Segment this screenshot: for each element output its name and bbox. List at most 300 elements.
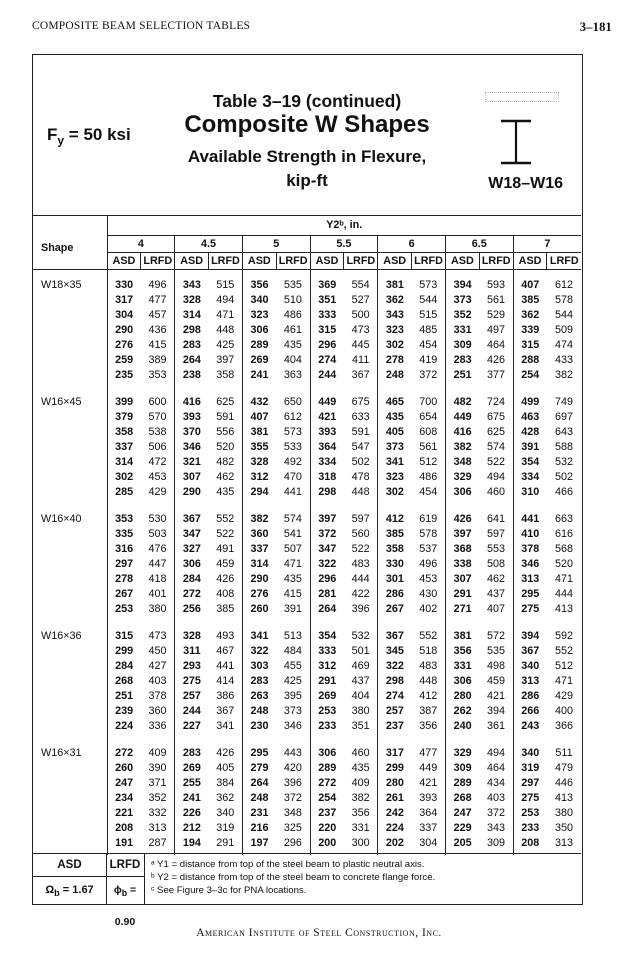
table-row bbox=[33, 387, 581, 410]
shape-cell bbox=[33, 587, 107, 602]
table-row bbox=[33, 270, 581, 294]
asd-value-cell: 296 bbox=[318, 339, 337, 351]
lrfd-value-cell: 449 bbox=[412, 761, 446, 776]
lrfd-value-cell: 588 bbox=[554, 441, 573, 453]
asd-value-cell: 340 bbox=[250, 294, 269, 306]
lrfd-value-cell: 460 bbox=[479, 485, 513, 504]
asd-value-cell: 360 bbox=[250, 528, 269, 540]
asd-value-cell: 323 bbox=[250, 309, 269, 321]
lrfd-value-cell: 508 bbox=[479, 557, 513, 572]
asd-value-cell: 307 bbox=[182, 471, 201, 483]
asd-value-cell: 307 bbox=[453, 573, 472, 585]
asd-value-cell: 482 bbox=[453, 396, 472, 408]
asd-value-cell: 272 bbox=[115, 747, 134, 759]
table-frame bbox=[32, 54, 583, 929]
lrfd-value-cell: 380 bbox=[141, 602, 175, 621]
lrfd-value-cell: 469 bbox=[344, 659, 378, 674]
asd-value-cell: 351 bbox=[318, 294, 337, 306]
asd-value-cell: 275 bbox=[521, 792, 540, 804]
asd-value-cell: 397 bbox=[318, 513, 337, 525]
asd-value-cell: 251 bbox=[453, 369, 472, 381]
asd-value-cell: 412 bbox=[385, 513, 404, 525]
asd-value-cell: 318 bbox=[318, 471, 337, 483]
lrfd-value-cell: 443 bbox=[276, 738, 310, 761]
lrfd-value-cell: 459 bbox=[479, 674, 513, 689]
asd-value-cell: 334 bbox=[318, 456, 337, 468]
lrfd-value-cell: 464 bbox=[479, 761, 513, 776]
lrfd-value-cell: 494 bbox=[479, 470, 513, 485]
asd-value-cell: 283 bbox=[182, 339, 201, 351]
lrfd-value-cell: 573 bbox=[412, 270, 446, 294]
asd-value-cell: 256 bbox=[182, 603, 201, 615]
lrfd-value-cell: 492 bbox=[276, 455, 310, 470]
lrfd-value-cell: 296 bbox=[276, 836, 310, 855]
asd-value-cell: 304 bbox=[115, 309, 134, 321]
lrfd-value-cell: 700 bbox=[412, 387, 446, 410]
lrfd-value-cell: 380 bbox=[344, 704, 378, 719]
lrfd-value-cell: 574 bbox=[276, 504, 310, 527]
lrfd-value-cell: 394 bbox=[479, 704, 513, 719]
lrfd-value-cell: 422 bbox=[344, 587, 378, 602]
shape-cell bbox=[33, 440, 107, 455]
asd-value-cell: 269 bbox=[318, 690, 337, 702]
table-row bbox=[33, 806, 581, 821]
asd-value-cell: 301 bbox=[385, 573, 404, 585]
asd-value-cell: 367 bbox=[385, 630, 404, 642]
lrfd-value-cell: 654 bbox=[412, 410, 446, 425]
asd-value-cell: 381 bbox=[385, 279, 404, 291]
asd-value-cell: 233 bbox=[521, 822, 540, 834]
table-row bbox=[33, 485, 581, 504]
lrfd-value-cell: 643 bbox=[554, 426, 573, 438]
table-row bbox=[33, 719, 581, 738]
asd-value-cell: 367 bbox=[521, 645, 540, 657]
lrfd-value-cell: 341 bbox=[209, 719, 243, 738]
asd-value-cell: 253 bbox=[521, 807, 540, 819]
asd-value-cell: 257 bbox=[182, 690, 201, 702]
asd-value-cell: 268 bbox=[115, 675, 134, 687]
lrfd-value-cell: 544 bbox=[412, 293, 446, 308]
lrfd-value-cell: 749 bbox=[554, 396, 573, 408]
lrfd-value-cell: 494 bbox=[209, 293, 243, 308]
asd-value-cell: 281 bbox=[318, 588, 337, 600]
lrfd-value-cell: 412 bbox=[412, 689, 446, 704]
lrfd-value-cell: 612 bbox=[554, 279, 573, 291]
lrfd-value-cell: 459 bbox=[209, 557, 243, 572]
footer-box bbox=[33, 853, 581, 929]
lrfd-value-cell: 435 bbox=[209, 485, 243, 504]
lrfd-value-cell: 409 bbox=[344, 776, 378, 791]
asd-value-cell: 330 bbox=[385, 558, 404, 570]
asd-value-cell: 286 bbox=[385, 588, 404, 600]
lrfd-value-cell: 362 bbox=[209, 791, 243, 806]
shape-cell: W16×40 bbox=[33, 504, 107, 527]
asd-value-cell: 274 bbox=[318, 354, 337, 366]
asd-value-cell: 329 bbox=[453, 471, 472, 483]
asd-value-cell: 302 bbox=[115, 471, 134, 483]
asd-value-cell: 290 bbox=[250, 573, 269, 585]
lrfd-value-cell: 448 bbox=[344, 485, 378, 504]
asd-value-cell: 284 bbox=[182, 573, 201, 585]
lrfd-value-cell: 433 bbox=[554, 354, 573, 366]
lrfd-column-header: LRFD bbox=[547, 253, 581, 270]
table-units: kip-ft bbox=[286, 171, 328, 190]
asd-value-cell: 343 bbox=[385, 309, 404, 321]
asd-value-cell: 405 bbox=[385, 426, 404, 438]
table-row bbox=[33, 455, 581, 470]
lrfd-value-cell: 478 bbox=[344, 470, 378, 485]
lrfd-value-cell: 367 bbox=[209, 704, 243, 719]
lrfd-value-cell: 471 bbox=[209, 308, 243, 323]
asd-value-cell: 331 bbox=[453, 660, 472, 672]
lrfd-value-cell: 529 bbox=[479, 308, 513, 323]
shape-cell bbox=[33, 542, 107, 557]
lrfd-value-cell: 625 bbox=[479, 425, 513, 440]
lrfd-value-cell: 597 bbox=[479, 527, 513, 542]
asd-value-cell: 319 bbox=[521, 762, 540, 774]
asd-value-cell: 200 bbox=[318, 837, 337, 849]
lrfd-value-cell: 554 bbox=[344, 270, 378, 294]
shape-cell bbox=[33, 776, 107, 791]
asd-value-cell: 290 bbox=[182, 486, 201, 498]
lrfd-value-cell: 319 bbox=[209, 821, 243, 836]
lrfd-value-cell: 501 bbox=[344, 644, 378, 659]
lrfd-value-cell: 429 bbox=[141, 485, 175, 504]
lrfd-value-cell: 351 bbox=[344, 719, 378, 738]
asd-value-cell: 335 bbox=[115, 528, 134, 540]
lrfd-value-cell: 343 bbox=[479, 821, 513, 836]
asd-value-cell: 272 bbox=[318, 777, 337, 789]
asd-value-cell: 272 bbox=[182, 588, 201, 600]
asd-value-cell: 266 bbox=[521, 705, 540, 717]
shape-cell: W18×35 bbox=[33, 270, 107, 294]
lrfd-value-cell: 366 bbox=[554, 720, 573, 732]
shape-cell bbox=[33, 353, 107, 368]
lrfd-column-header: LRFD bbox=[412, 253, 446, 270]
asd-value-cell: 298 bbox=[318, 486, 337, 498]
lrfd-value-cell: 461 bbox=[276, 323, 310, 338]
lrfd-value-cell: 479 bbox=[554, 762, 573, 774]
shape-cell bbox=[33, 602, 107, 621]
table-row bbox=[33, 410, 581, 425]
asd-value-cell: 283 bbox=[453, 354, 472, 366]
asd-value-cell: 205 bbox=[453, 837, 472, 849]
lrfd-value-cell: 507 bbox=[276, 542, 310, 557]
y2-value-header: 5 bbox=[242, 236, 310, 253]
asd-value-cell: 284 bbox=[115, 660, 134, 672]
asd-value-cell: 322 bbox=[318, 558, 337, 570]
asd-value-cell: 313 bbox=[521, 573, 540, 585]
lrfd-value-cell: 396 bbox=[344, 602, 378, 621]
asd-value-cell: 267 bbox=[115, 588, 134, 600]
lrfd-value-cell: 387 bbox=[412, 704, 446, 719]
table-row bbox=[33, 293, 581, 308]
asd-value-cell: 327 bbox=[182, 543, 201, 555]
table-row bbox=[33, 621, 581, 644]
asd-value-cell: 346 bbox=[521, 558, 540, 570]
lrfd-value-cell: 325 bbox=[276, 821, 310, 836]
asd-value-cell: 294 bbox=[250, 486, 269, 498]
lrfd-value-cell: 462 bbox=[479, 572, 513, 587]
asd-value-cell: 229 bbox=[453, 822, 472, 834]
asd-value-cell: 202 bbox=[385, 837, 404, 849]
asd-value-cell: 378 bbox=[521, 543, 540, 555]
asd-value-cell: 381 bbox=[250, 426, 269, 438]
asd-value-cell: 382 bbox=[250, 513, 269, 525]
asd-value-cell: 220 bbox=[318, 822, 337, 834]
lrfd-value-cell: 498 bbox=[479, 659, 513, 674]
lrfd-value-cell: 346 bbox=[276, 719, 310, 738]
lrfd-value-cell: 482 bbox=[209, 455, 243, 470]
lrfd-value-cell: 435 bbox=[276, 572, 310, 587]
shape-cell bbox=[33, 821, 107, 836]
lrfd-value-cell: 471 bbox=[554, 573, 573, 585]
asd-value-cell: 280 bbox=[453, 690, 472, 702]
asd-value-cell: 299 bbox=[385, 762, 404, 774]
lrfd-value-cell: 591 bbox=[209, 410, 243, 425]
asd-value-cell: 362 bbox=[385, 294, 404, 306]
lrfd-value-cell: 350 bbox=[554, 822, 573, 834]
table-row bbox=[33, 572, 581, 587]
table-row bbox=[33, 776, 581, 791]
lrfd-value-cell: 574 bbox=[479, 440, 513, 455]
table-row bbox=[33, 738, 581, 761]
shape-cell bbox=[33, 368, 107, 387]
lrfd-value-cell: 395 bbox=[276, 689, 310, 704]
footnotes bbox=[151, 858, 435, 897]
asd-value-cell: 328 bbox=[182, 294, 201, 306]
lrfd-column-header: LRFD bbox=[344, 253, 378, 270]
asd-value-cell: 385 bbox=[385, 528, 404, 540]
yield-strength: $F_y = 50$ ksi bbox=[47, 125, 131, 148]
asd-value-cell: 391 bbox=[521, 441, 540, 453]
i-beam-icon bbox=[499, 119, 533, 165]
asd-value-cell: 316 bbox=[115, 543, 134, 555]
lrfd-value-cell: 494 bbox=[479, 738, 513, 761]
lrfd-value-cell: 485 bbox=[412, 323, 446, 338]
lrfd-value-cell: 544 bbox=[554, 309, 573, 321]
lrfd-value-cell: 385 bbox=[209, 602, 243, 621]
lrfd-value-cell: 560 bbox=[344, 527, 378, 542]
asd-value-cell: 368 bbox=[453, 543, 472, 555]
lrfd-value-cell: 509 bbox=[554, 324, 573, 336]
lrfd-value-cell: 403 bbox=[479, 791, 513, 806]
lrfd-value-cell: 420 bbox=[276, 761, 310, 776]
asd-value-cell: 208 bbox=[521, 837, 540, 849]
shape-cell bbox=[33, 293, 107, 308]
asd-value-cell: 373 bbox=[453, 294, 472, 306]
lrfd-value-cell: 561 bbox=[412, 440, 446, 455]
lrfd-value-cell: 300 bbox=[344, 836, 378, 855]
table-row bbox=[33, 761, 581, 776]
asd-value-cell: 407 bbox=[250, 411, 269, 423]
lrfd-value-cell: 570 bbox=[141, 410, 175, 425]
shape-cell bbox=[33, 455, 107, 470]
lrfd-value-cell: 483 bbox=[344, 557, 378, 572]
asd-value-cell: 393 bbox=[182, 411, 201, 423]
lrfd-value-cell: 407 bbox=[479, 602, 513, 621]
publisher-credit: American Institute of Steel Construction, Inc. bbox=[196, 927, 442, 939]
table-row bbox=[33, 602, 581, 621]
asd-value-cell: 416 bbox=[182, 396, 201, 408]
asd-value-cell: 269 bbox=[182, 762, 201, 774]
asd-value-cell: 303 bbox=[250, 660, 269, 672]
asd-value-cell: 286 bbox=[521, 690, 540, 702]
lrfd-value-cell: 437 bbox=[344, 674, 378, 689]
lrfd-value-cell: 530 bbox=[141, 504, 175, 527]
asd-value-cell: 309 bbox=[453, 339, 472, 351]
asd-value-cell: 295 bbox=[521, 588, 540, 600]
lrfd-value-cell: 522 bbox=[479, 455, 513, 470]
lrfd-value-cell: 522 bbox=[209, 527, 243, 542]
lrfd-value-cell: 377 bbox=[479, 368, 513, 387]
lrfd-value-cell: 382 bbox=[554, 369, 573, 381]
footnote-a: ᵃ Y1 = distance from top of the steel beam to plastic neutral axis. bbox=[151, 859, 425, 870]
asd-column-header: ASD bbox=[378, 253, 412, 270]
lrfd-value-cell: 427 bbox=[141, 659, 175, 674]
lrfd-value-cell: 547 bbox=[344, 440, 378, 455]
asd-value-cell: 432 bbox=[250, 396, 269, 408]
asd-value-cell: 291 bbox=[318, 675, 337, 687]
asd-value-cell: 235 bbox=[115, 369, 134, 381]
lrfd-value-cell: 445 bbox=[344, 338, 378, 353]
asd-value-cell: 337 bbox=[250, 543, 269, 555]
lrfd-value-cell: 515 bbox=[209, 270, 243, 294]
lrfd-value-cell: 532 bbox=[554, 456, 573, 468]
lrfd-value-cell: 483 bbox=[412, 659, 446, 674]
asd-value-cell: 323 bbox=[385, 471, 404, 483]
asd-value-cell: 407 bbox=[521, 279, 540, 291]
asd-value-cell: 499 bbox=[521, 396, 540, 408]
lrfd-value-cell: 386 bbox=[209, 689, 243, 704]
asd-value-cell: 428 bbox=[521, 426, 540, 438]
asd-value-cell: 358 bbox=[115, 426, 134, 438]
table-row bbox=[33, 425, 581, 440]
asd-value-cell: 197 bbox=[250, 837, 269, 849]
lrfd-value-cell: 496 bbox=[412, 557, 446, 572]
lrfd-value-cell: 552 bbox=[554, 645, 573, 657]
asd-value-cell: 355 bbox=[250, 441, 269, 453]
asd-value-cell: 323 bbox=[385, 324, 404, 336]
lrfd-value-cell: 502 bbox=[344, 455, 378, 470]
lrfd-column-header: LRFD bbox=[479, 253, 513, 270]
lrfd-value-cell: 331 bbox=[344, 821, 378, 836]
asd-value-cell: 328 bbox=[182, 630, 201, 642]
lrfd-value-cell: 592 bbox=[554, 630, 573, 642]
lrfd-value-cell: 612 bbox=[276, 410, 310, 425]
asd-value-cell: 449 bbox=[453, 411, 472, 423]
lrfd-value-cell: 466 bbox=[554, 486, 573, 498]
asd-value-cell: 271 bbox=[453, 603, 472, 615]
lrfd-value-cell: 522 bbox=[344, 542, 378, 557]
table-row bbox=[33, 368, 581, 387]
lrfd-value-cell: 535 bbox=[276, 270, 310, 294]
asd-value-cell: 330 bbox=[115, 279, 134, 291]
asd-value-cell: 264 bbox=[318, 603, 337, 615]
table-row bbox=[33, 440, 581, 455]
asd-value-cell: 302 bbox=[385, 486, 404, 498]
page-number: 3–181 bbox=[579, 20, 612, 34]
y2-header: Y2ᵇ, in. bbox=[107, 215, 581, 236]
lrfd-value-cell: 454 bbox=[412, 338, 446, 353]
asd-value-cell: 317 bbox=[115, 294, 134, 306]
shape-cell bbox=[33, 719, 107, 738]
asd-value-cell: 283 bbox=[250, 675, 269, 687]
asd-value-cell: 260 bbox=[115, 762, 134, 774]
table-row bbox=[33, 542, 581, 557]
lrfd-value-cell: 444 bbox=[554, 588, 573, 600]
asd-value-cell: 241 bbox=[182, 792, 201, 804]
lrfd-value-cell: 419 bbox=[412, 353, 446, 368]
lrfd-value-cell: 616 bbox=[554, 528, 573, 540]
lrfd-value-cell: 532 bbox=[344, 621, 378, 644]
asd-value-cell: 311 bbox=[183, 645, 201, 657]
asd-value-cell: 345 bbox=[385, 645, 404, 657]
asd-value-cell: 347 bbox=[182, 528, 201, 540]
asd-value-cell: 337 bbox=[115, 441, 134, 453]
footer-lrfd-label: LRFD bbox=[106, 854, 145, 877]
lrfd-value-cell: 426 bbox=[209, 572, 243, 587]
lrfd-value-cell: 405 bbox=[209, 761, 243, 776]
asd-value-cell: 322 bbox=[250, 645, 269, 657]
lrfd-value-cell: 371 bbox=[141, 776, 175, 791]
lrfd-value-cell: 472 bbox=[141, 455, 175, 470]
lrfd-value-cell: 414 bbox=[209, 674, 243, 689]
lrfd-value-cell: 421 bbox=[412, 776, 446, 791]
asd-value-cell: 322 bbox=[385, 660, 404, 672]
asd-value-cell: 216 bbox=[250, 822, 269, 834]
lrfd-value-cell: 541 bbox=[276, 527, 310, 542]
shape-range: W18–W16 bbox=[488, 175, 563, 192]
asd-value-cell: 370 bbox=[182, 426, 201, 438]
asd-value-cell: 410 bbox=[521, 528, 540, 540]
asd-value-cell: 221 bbox=[115, 807, 134, 819]
lrfd-value-cell: 304 bbox=[412, 836, 446, 855]
table-row bbox=[33, 308, 581, 323]
lrfd-value-cell: 380 bbox=[554, 807, 573, 819]
lrfd-value-cell: 425 bbox=[276, 674, 310, 689]
lrfd-value-cell: 597 bbox=[344, 504, 378, 527]
table-row bbox=[33, 323, 581, 338]
lrfd-value-cell: 415 bbox=[141, 338, 175, 353]
asd-column-header: ASD bbox=[445, 253, 479, 270]
lrfd-value-cell: 389 bbox=[141, 353, 175, 368]
asd-value-cell: 306 bbox=[453, 675, 472, 687]
asd-value-cell: 244 bbox=[182, 705, 201, 717]
asd-value-cell: 441 bbox=[521, 513, 540, 525]
shape-cell bbox=[33, 644, 107, 659]
lrfd-value-cell: 373 bbox=[276, 704, 310, 719]
asd-value-cell: 367 bbox=[182, 513, 201, 525]
lrfd-value-cell: 291 bbox=[209, 836, 243, 855]
omega-factor: $\Omega_b = 1.67$ bbox=[33, 876, 107, 905]
asd-value-cell: 347 bbox=[318, 543, 337, 555]
shape-cell bbox=[33, 425, 107, 440]
running-head-title: COMPOSITE BEAM SELECTION TABLES bbox=[32, 20, 251, 32]
lrfd-value-cell: 447 bbox=[141, 557, 175, 572]
asd-value-cell: 315 bbox=[521, 339, 540, 351]
lrfd-value-cell: 454 bbox=[412, 485, 446, 504]
lrfd-value-cell: 462 bbox=[209, 470, 243, 485]
lrfd-value-cell: 533 bbox=[276, 440, 310, 455]
asd-value-cell: 385 bbox=[521, 294, 540, 306]
asd-column-header: ASD bbox=[310, 253, 344, 270]
asd-value-cell: 275 bbox=[182, 675, 201, 687]
shape-cell: W16×45 bbox=[33, 387, 107, 410]
asd-value-cell: 421 bbox=[318, 411, 337, 423]
title-block bbox=[33, 55, 581, 216]
lrfd-value-cell: 448 bbox=[209, 323, 243, 338]
